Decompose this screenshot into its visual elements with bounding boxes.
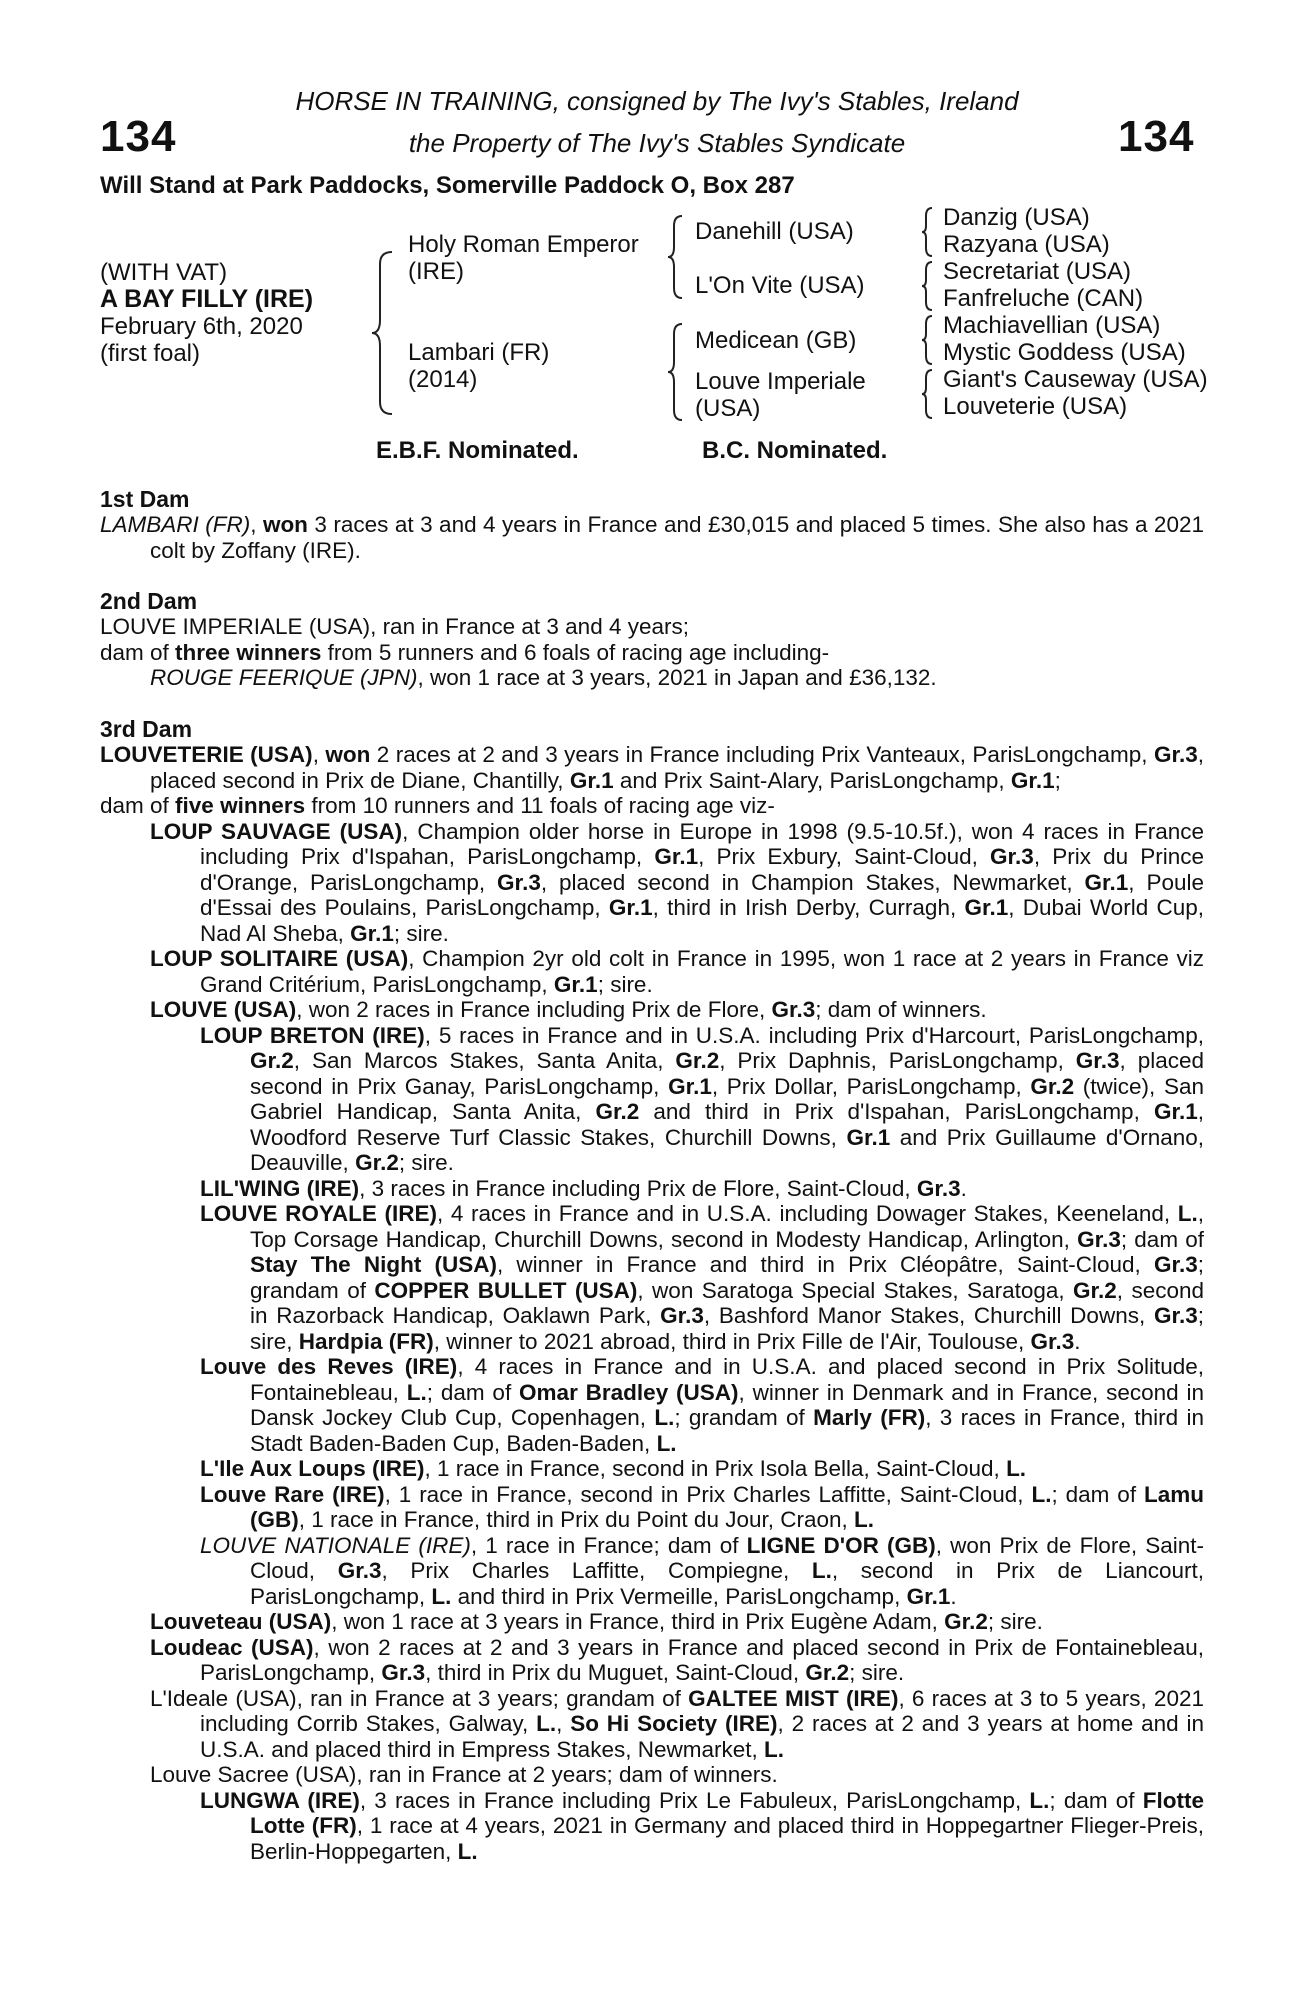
horse-dob: February 6th, 2020 — [100, 313, 303, 340]
first-dam-heading: 1st Dam — [100, 486, 190, 512]
lot-number-right: 134 — [1118, 112, 1195, 161]
brace-g1 — [920, 206, 936, 258]
bc-nominated: B.C. Nominated. — [702, 437, 888, 464]
gg-3: Secretariat (USA) — [943, 258, 1132, 285]
stand-location: Will Stand at Park Paddocks, Somerville Paddock O, Box 287 — [100, 172, 795, 199]
brace-main — [370, 250, 396, 416]
vat-note: (WITH VAT) — [100, 259, 228, 286]
dam-dam-1: Louve Imperiale — [695, 368, 866, 395]
header-consignor: HORSE IN TRAINING, consigned by The Ivy's Stables, Ireland — [295, 86, 1019, 116]
gg-7: Giant's Causeway (USA) — [943, 366, 1208, 393]
horse-name: A BAY FILLY (IRE) — [100, 285, 314, 313]
sire-name-2: (IRE) — [408, 258, 464, 285]
brace-g4 — [920, 368, 936, 420]
third-dam-heading: 3rd Dam — [100, 716, 193, 742]
third-dam-text: LOUVETERIE (USA), won 2 races at 2 and 3 years in France including Prix Vanteaux, ParisLongchamp, Gr.3, placed second in Prix de Diane, Chantilly, Gr.1 and Prix Saint-Alary, ParisLongchamp, Gr.1; dam of five winners from 10 runners and 11 foals of racing age viz- LOUP SAUVAGE (USA), Champion older horse in Europe in 1998 (9.5-10.5f.), won 4 races in France including Prix d'Ispahan, ParisLongchamp, Gr.1, Prix Exbury, Saint-Cloud, Gr.3, Prix du Prince d'Orange, ParisLongchamp, Gr.3, placed second in Champion Stakes, Newmarket, Gr.1, Poule d'Essai des Poulains, ParisLongchamp, Gr.1, third in Irish Derby, Curragh, Gr.1, Dubai World Cup, Nad Al Sheba, Gr.1; sire. LOUP SOLITAIRE (USA), Champion 2yr old colt in France in 1995, won 1 race at 2 years in France viz Grand Critérium, ParisLongchamp, Gr.1; sire. LOUVE (USA), won 2 races in France including Prix de Flore, Gr.3; dam of winners. LOUP BRETON (IRE), 5 races in France and in U.S.A. including Prix d'Harcourt, ParisLongchamp, Gr.2, San Marcos Stakes, Santa Anita, Gr.2, Prix Daphnis, ParisLongchamp, Gr.3, placed second in Prix Ganay, ParisLongchamp, Gr.1, Prix Dollar, ParisLongchamp, Gr.2 (twice), San Gabriel Handicap, Santa Anita, Gr.2 and third in Prix d'Ispahan, ParisLongchamp, Gr.1, Woodford Reserve Turf Classic Stakes, Churchill Downs, Gr.1 and Prix Guillaume d'Ornano, Deauville, Gr.2; sire. LIL'WING (IRE), 3 races in France including Prix de Flore, Saint-Cloud, Gr.3. LOUVE ROYALE (IRE), 4 races in France and in U.S.A. including Dowager Stakes, Keeneland, L., Top Corsage Handicap, Churchill Downs, second in Modesty Handicap, Arlington, Gr.3; dam of Stay The Night (USA), winner in France and third in Prix Cléopâtre, Saint-Cloud, Gr.3; grandam of COPPER BULLET (USA), won Saratoga Special Stakes, Saratoga, Gr.2, second in Razorback Handicap, Oaklawn Park, Gr.3, Bashford Manor Stakes, Churchill Downs, Gr.3; sire, Hardpia (FR), winner to 2021 abroad, third in Prix Fille de l'Air, Toulouse, Gr.3. Louve des Reves (IRE), 4 races in France and in U.S.A. and placed second in Prix Solitude, Fontainebleau, L.; dam of Omar Bradley (USA), winner in Denmark and in France, second in Dansk Jockey Club Cup, Copenhagen, L.; grandam of Marly (FR), 3 races in France, third in Stadt Baden-Baden Cup, Baden-Baden, L. L'Ile Aux Loups (IRE), 1 race in France, second in Prix Isola Bella, Saint-Cloud, L. Louve Rare (IRE), 1 race in France, second in Prix Charles Laffitte, Saint-Cloud, L.; dam of Lamu (GB), 1 race in France, third in Prix du Point du Jour, Craon, L. LOUVE NATIONALE (IRE), 1 race in France; dam of LIGNE D'OR (GB), won Prix de Flore, Saint-Cloud, Gr.3, Prix Charles Laffitte, Compiegne, L., second in Prix de Liancourt, ParisLongchamp, L. and third in Prix Vermeille, ParisLongchamp, Gr.1. Louveteau (USA), won 1 race at 3 years in France, third in Prix Eugène Adam, Gr.2; sire. Loudeac (USA), won 2 races at 2 and 3 years in France and placed second in Prix de Fontainebleau, ParisLongchamp, Gr.3, third in Prix du Muguet, Saint-Cloud, Gr.2; sire. L'Ideale (USA), ran in France at 3 years; grandam of GALTEE MIST (IRE), 6 races at 3 to 5 years, 2021 including Corrib Stakes, Galway, L., So Hi Society (IRE), 2 races at 2 and 3 years at home and in U.S.A. and placed third in Empress Stakes, Newmarket, L. Louve Sacree (USA), ran in France at 2 years; dam of winners. LUNGWA (IRE), 3 races in France including Prix Le Fabuleux, ParisLongchamp, L.; dam of Flotte Lotte (FR), 1 race at 4 years, 2021 in Germany and placed third in Hoppegartner Flieger-Preis, Berlin-Hoppegarten, L. — [100, 742, 1205, 1864]
sire-dam: L'On Vite (USA) — [695, 272, 865, 299]
brace-g2 — [920, 260, 936, 312]
dam-sire: Medicean (GB) — [695, 327, 857, 354]
gg-8: Louveterie (USA) — [943, 393, 1128, 420]
dam-dam-2: (USA) — [695, 395, 761, 422]
gg-2: Razyana (USA) — [943, 231, 1110, 258]
gg-6: Mystic Goddess (USA) — [943, 339, 1186, 366]
brace-sire — [666, 214, 686, 300]
gg-5: Machiavellian (USA) — [943, 312, 1161, 339]
first-foal-note: (first foal) — [100, 340, 201, 367]
sire-name-1: Holy Roman Emperor — [408, 231, 639, 258]
ebf-nominated: E.B.F. Nominated. — [376, 437, 579, 464]
first-dam-text: LAMBARI (FR), won 3 races at 3 and 4 years in France and £30,015 and placed 5 times. She also has a 2021 colt by Zoffany (IRE). — [100, 512, 1204, 563]
brace-g3 — [920, 314, 936, 366]
gg-4: Fanfreluche (CAN) — [943, 285, 1144, 312]
dam-name-1: Lambari (FR) — [408, 339, 550, 366]
sire-sire: Danehill (USA) — [695, 218, 854, 245]
gg-1: Danzig (USA) — [943, 204, 1090, 231]
brace-dam — [666, 322, 686, 422]
header-property: the Property of The Ivy's Stables Syndicate — [408, 128, 906, 158]
dam-name-2: (2014) — [408, 366, 478, 393]
second-dam-text: LOUVE IMPERIALE (USA), ran in France at 3 and 4 years; dam of three winners from 5 runners and 6 foals of racing age including- ROUGE FEERIQUE (JPN), won 1 race at 3 years, 2021 in Japan and £36,132. — [100, 614, 937, 690]
second-dam-heading: 2nd Dam — [100, 588, 198, 614]
lot-number-left: 134 — [100, 112, 177, 161]
